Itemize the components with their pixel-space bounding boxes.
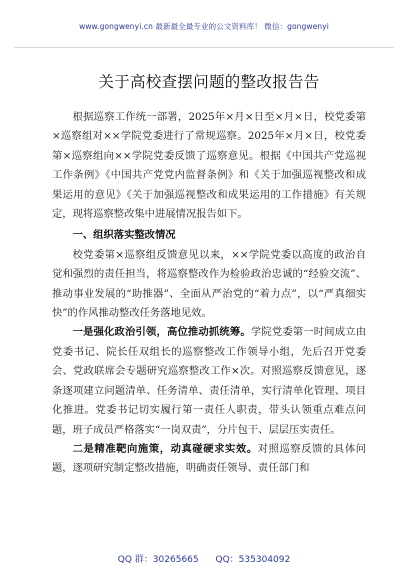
intro-paragraph: 根据巡察工作统一部署，2025年×月×日至×月×日，校党委第×巡察组对××学院党委进行了常规巡察。2025年×月×日，校党委第×巡察组向××学院党委反馈了巡察意见。根据《中国共产党巡视工作条例》《中国共产党党内监督条例》和《关于加强巡视整改和成果运用的意见》《关于加强巡视整改和成果运用的工作措施》有关规定，现将巡察整改集中进展情况报告如下。 [52,111,366,221]
point-2-lead: 二是精准靶向施策，动真碰硬求实效。 [72,442,258,455]
section-heading-1: 一、组织落实整改情况 [72,229,176,242]
document-title: 关于高校查摆问题的整改报告告 [98,73,320,91]
point-1-paragraph [52,323,366,439]
point-2-paragraph [52,440,366,479]
footer-qq-group: QQ 群：30265665 [117,555,199,565]
page-header [0,0,408,52]
section-1-paragraph: 校党委第×巡察组反馈意见以来，××学院党委以高度的政治自觉和强烈的责任担当，将巡察整改作为检验政治忠诚的“经验交流”、推动事业发展的“助推器”、全面从严治党的“着力点”，以“严真细实快”的作风推动整改任务落地见效。 [52,248,366,320]
footer-qq-contact: QQ：535304092 [215,555,291,565]
header-divider [14,47,394,48]
header-banner-text[interactable]: www.gongwenyi.cn 最新最全最专业的公文资料库！ 微信：gongwenyi [79,22,329,31]
point-1-lead: 一是强化政治引领，高位推动抓统筹。 [72,326,251,339]
document-body [52,62,366,479]
point-1-text: 学院党委第一时间成立由党委书记、院长任双组长的巡察整改工作领导小组，先后召开党委会、党政联席会专题研究巡察整改工作×次。对照巡察反馈意见，逐条逐项建立问题清单、任务清单、责任清单，实行清单化管理、项目化推进。党委书记切实履行第一责任人职责，带头认领重点难点问题，班子成员严格落实“一岗双责”，分片包干、层层压实责任。 [52,326,367,436]
point-2-text: 对照巡察反馈的具体问题，逐项研究制定整改措施，明确责任领导、责任部门和 [52,442,366,475]
page-footer [0,552,408,570]
